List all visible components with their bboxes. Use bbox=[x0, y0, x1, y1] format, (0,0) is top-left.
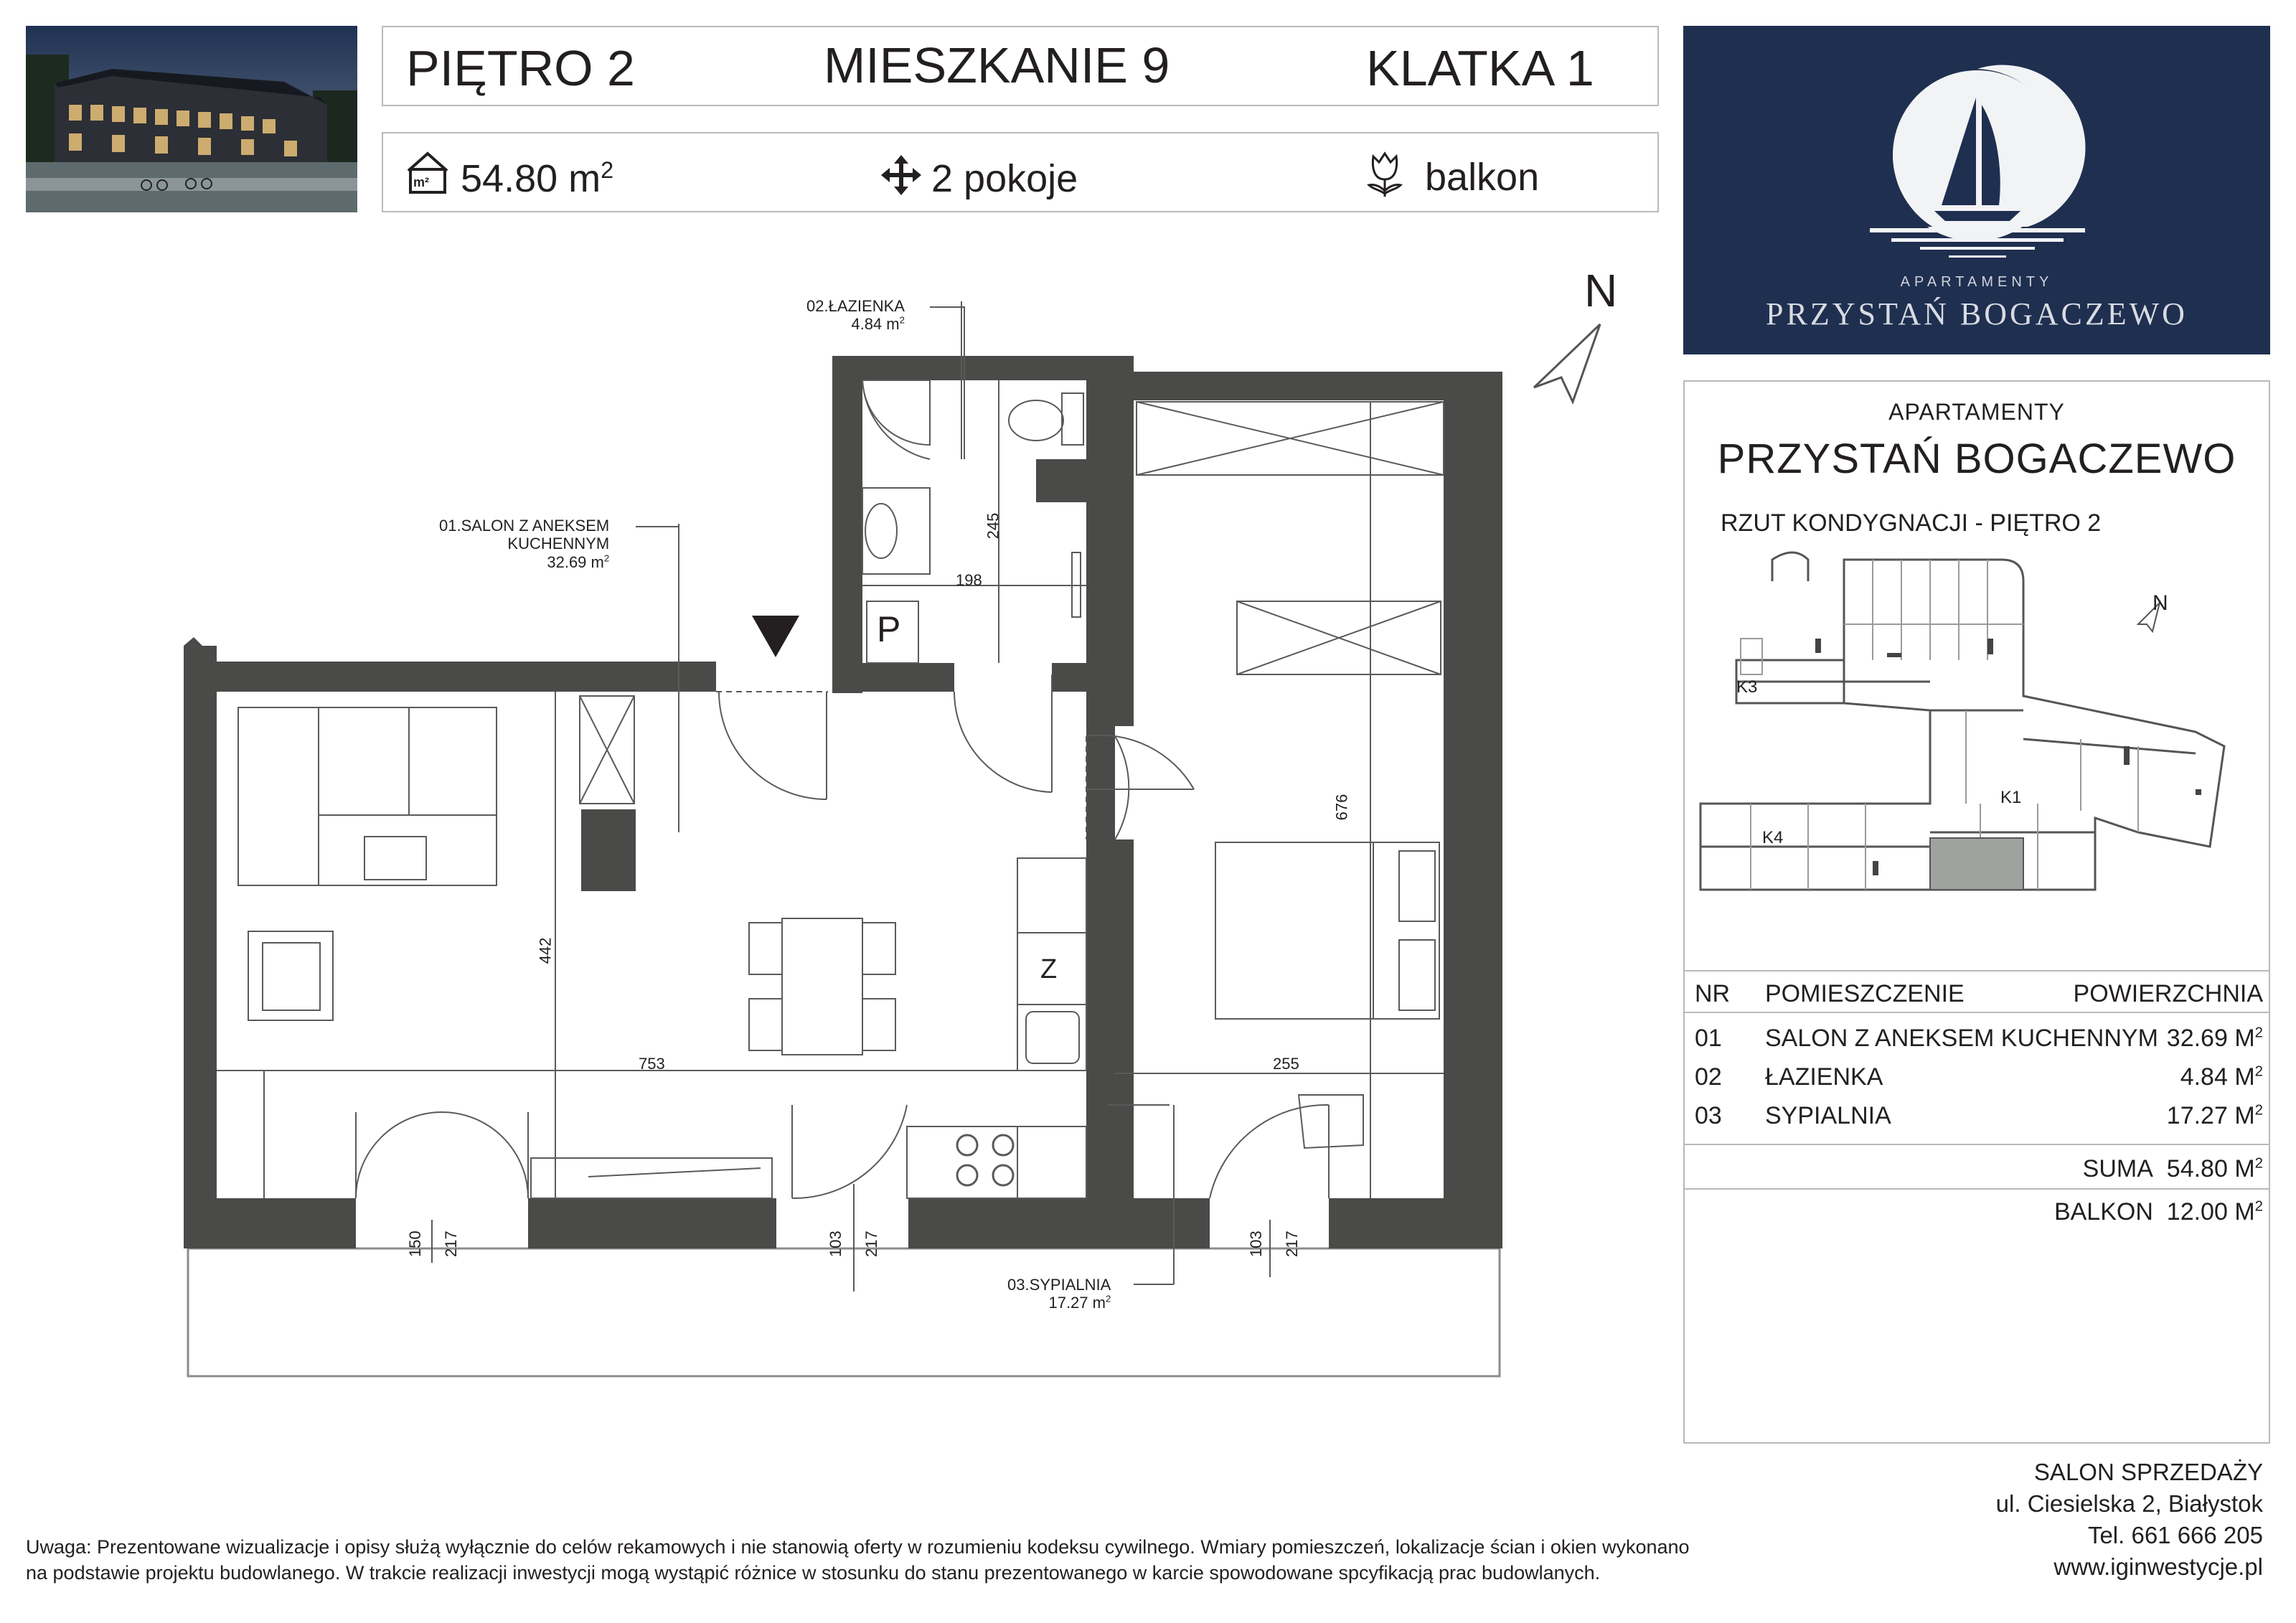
area-value: 54.80 $m^2$ bbox=[461, 157, 614, 200]
bedroom-label: 03.SYPIALNIA 17.27 $m^2$ bbox=[1007, 1276, 1111, 1312]
sales-office bbox=[1996, 1457, 2263, 1583]
window-mark: 217 bbox=[1283, 1231, 1301, 1257]
window-mark: 103 bbox=[827, 1231, 844, 1257]
floor-label: PIĘTRO 2 bbox=[406, 40, 635, 96]
entrance-marker bbox=[752, 616, 799, 657]
dim-bath-width: 198 bbox=[956, 571, 982, 589]
laundry-symbol: P bbox=[877, 609, 901, 649]
disclaimer: Uwaga: Prezentowane wizualizacje i opisy służą wyłącznie do celów rekamowych i nie stanowią oferty w rozumieniu kodeksu cywilnego. Wmiary pomieszczeń, lokalizacje ścian i okien wykonano na podstawie projektu budowlanego. W trakcie realizacji inwestycji mogą wystąpić różnice w stosunku do stanu prezentowanego w karcie spowodowane spcyfikacją prac budowlanych. bbox=[26, 1536, 1690, 1584]
dim-bed-width: 255 bbox=[1273, 1055, 1299, 1073]
sales-office-phone: Tel. 661 666 205 bbox=[2087, 1522, 2263, 1548]
area-icon-text: m² bbox=[413, 175, 429, 189]
table-row-nr: 01 bbox=[1695, 1025, 1722, 1052]
sales-office-address: ul. Ciesielska 2, Białystok bbox=[1995, 1490, 2263, 1517]
table-row-area: 17.27 $M^2$ bbox=[2166, 1102, 2263, 1129]
logo-subtitle: APARTAMENTY bbox=[1900, 274, 2053, 290]
table-header-area: POWIERZCHNIA bbox=[2073, 980, 2263, 1007]
window-mark: 217 bbox=[442, 1231, 460, 1257]
table-sum: SUMA 54.80 $M^2$ bbox=[2082, 1155, 2263, 1182]
highlighted-apartment bbox=[1930, 838, 2023, 890]
window-mark: 217 bbox=[862, 1231, 880, 1257]
table-header-room: POMIESZCZENIE bbox=[1765, 980, 1965, 1007]
dim-salon-width: 753 bbox=[639, 1055, 665, 1073]
sailboat-moon-icon bbox=[1855, 55, 2099, 270]
table-divider-header bbox=[1683, 1012, 2270, 1013]
plan-north: N bbox=[1584, 265, 1618, 316]
dim-salon-depth: 442 bbox=[536, 937, 555, 964]
table-row-area: 4.84 $M^2$ bbox=[2180, 1063, 2263, 1091]
table-divider-top bbox=[1683, 970, 2270, 972]
salon-label: 01.SALON Z ANEKSEM KUCHENNYM 32.69 $m^2$ bbox=[439, 517, 610, 571]
table-balcony: BALKON 12.00 $M^2$ bbox=[2053, 1198, 2263, 1226]
staircase-label: KLATKA 1 bbox=[1366, 40, 1594, 96]
table-row-room: SALON Z ANEKSEM KUCHENNYM bbox=[1765, 1025, 2158, 1052]
plan-caption: RZUT KONDYGNACJI - PIĘTRO 2 bbox=[1721, 509, 2102, 537]
bathroom-label: 02.ŁAZIENKA 4.84 $m^2$ bbox=[806, 297, 905, 334]
table-row-room: ŁAZIENKA bbox=[1765, 1063, 1883, 1091]
logo-name: PRZYSTAŃ BOGACZEWO bbox=[1766, 296, 2188, 331]
table-row-nr: 03 bbox=[1695, 1102, 1722, 1129]
balcony-label: balkon bbox=[1425, 156, 1540, 199]
dim-bed-depth: 676 bbox=[1332, 794, 1351, 821]
table-divider-balcony bbox=[1683, 1188, 2270, 1190]
table-row-room: SYPIALNIA bbox=[1765, 1102, 1891, 1129]
window-mark: 103 bbox=[1247, 1231, 1265, 1257]
table-row-area: 32.69 $M^2$ bbox=[2166, 1025, 2263, 1052]
side-subtitle: APARTAMENTY bbox=[1888, 399, 2065, 425]
sales-office-title: SALON SPRZEDAŻY bbox=[2033, 1459, 2263, 1485]
sales-office-web[interactable]: www.iginwestycje.pl bbox=[2053, 1553, 2263, 1580]
fridge-symbol: Z bbox=[1040, 954, 1058, 984]
table-divider-sum bbox=[1683, 1144, 2270, 1145]
rooms-count: 2 pokoje bbox=[931, 157, 1078, 200]
window-mark: 150 bbox=[406, 1231, 424, 1257]
key-plan bbox=[1693, 531, 2260, 933]
table-header-nr: NR bbox=[1695, 980, 1731, 1007]
walls bbox=[184, 356, 1502, 1248]
north-arrow-icon bbox=[1534, 324, 1600, 402]
table-row-nr: 02 bbox=[1695, 1063, 1722, 1091]
balcony-outline bbox=[188, 1248, 1500, 1376]
stair-label-k1: K1 bbox=[2000, 788, 2022, 807]
brand-logo bbox=[1683, 26, 2270, 354]
dim-bath-depth: 245 bbox=[984, 512, 1002, 540]
key-plan-north: N bbox=[2152, 591, 2168, 615]
stair-label-k4: K4 bbox=[1762, 828, 1784, 847]
stair-label-k3: K3 bbox=[1736, 677, 1758, 697]
apartment-label: MIESZKANIE 9 bbox=[824, 37, 1170, 93]
side-title: PRZYSTAŃ BOGACZEWO bbox=[1717, 436, 2236, 482]
